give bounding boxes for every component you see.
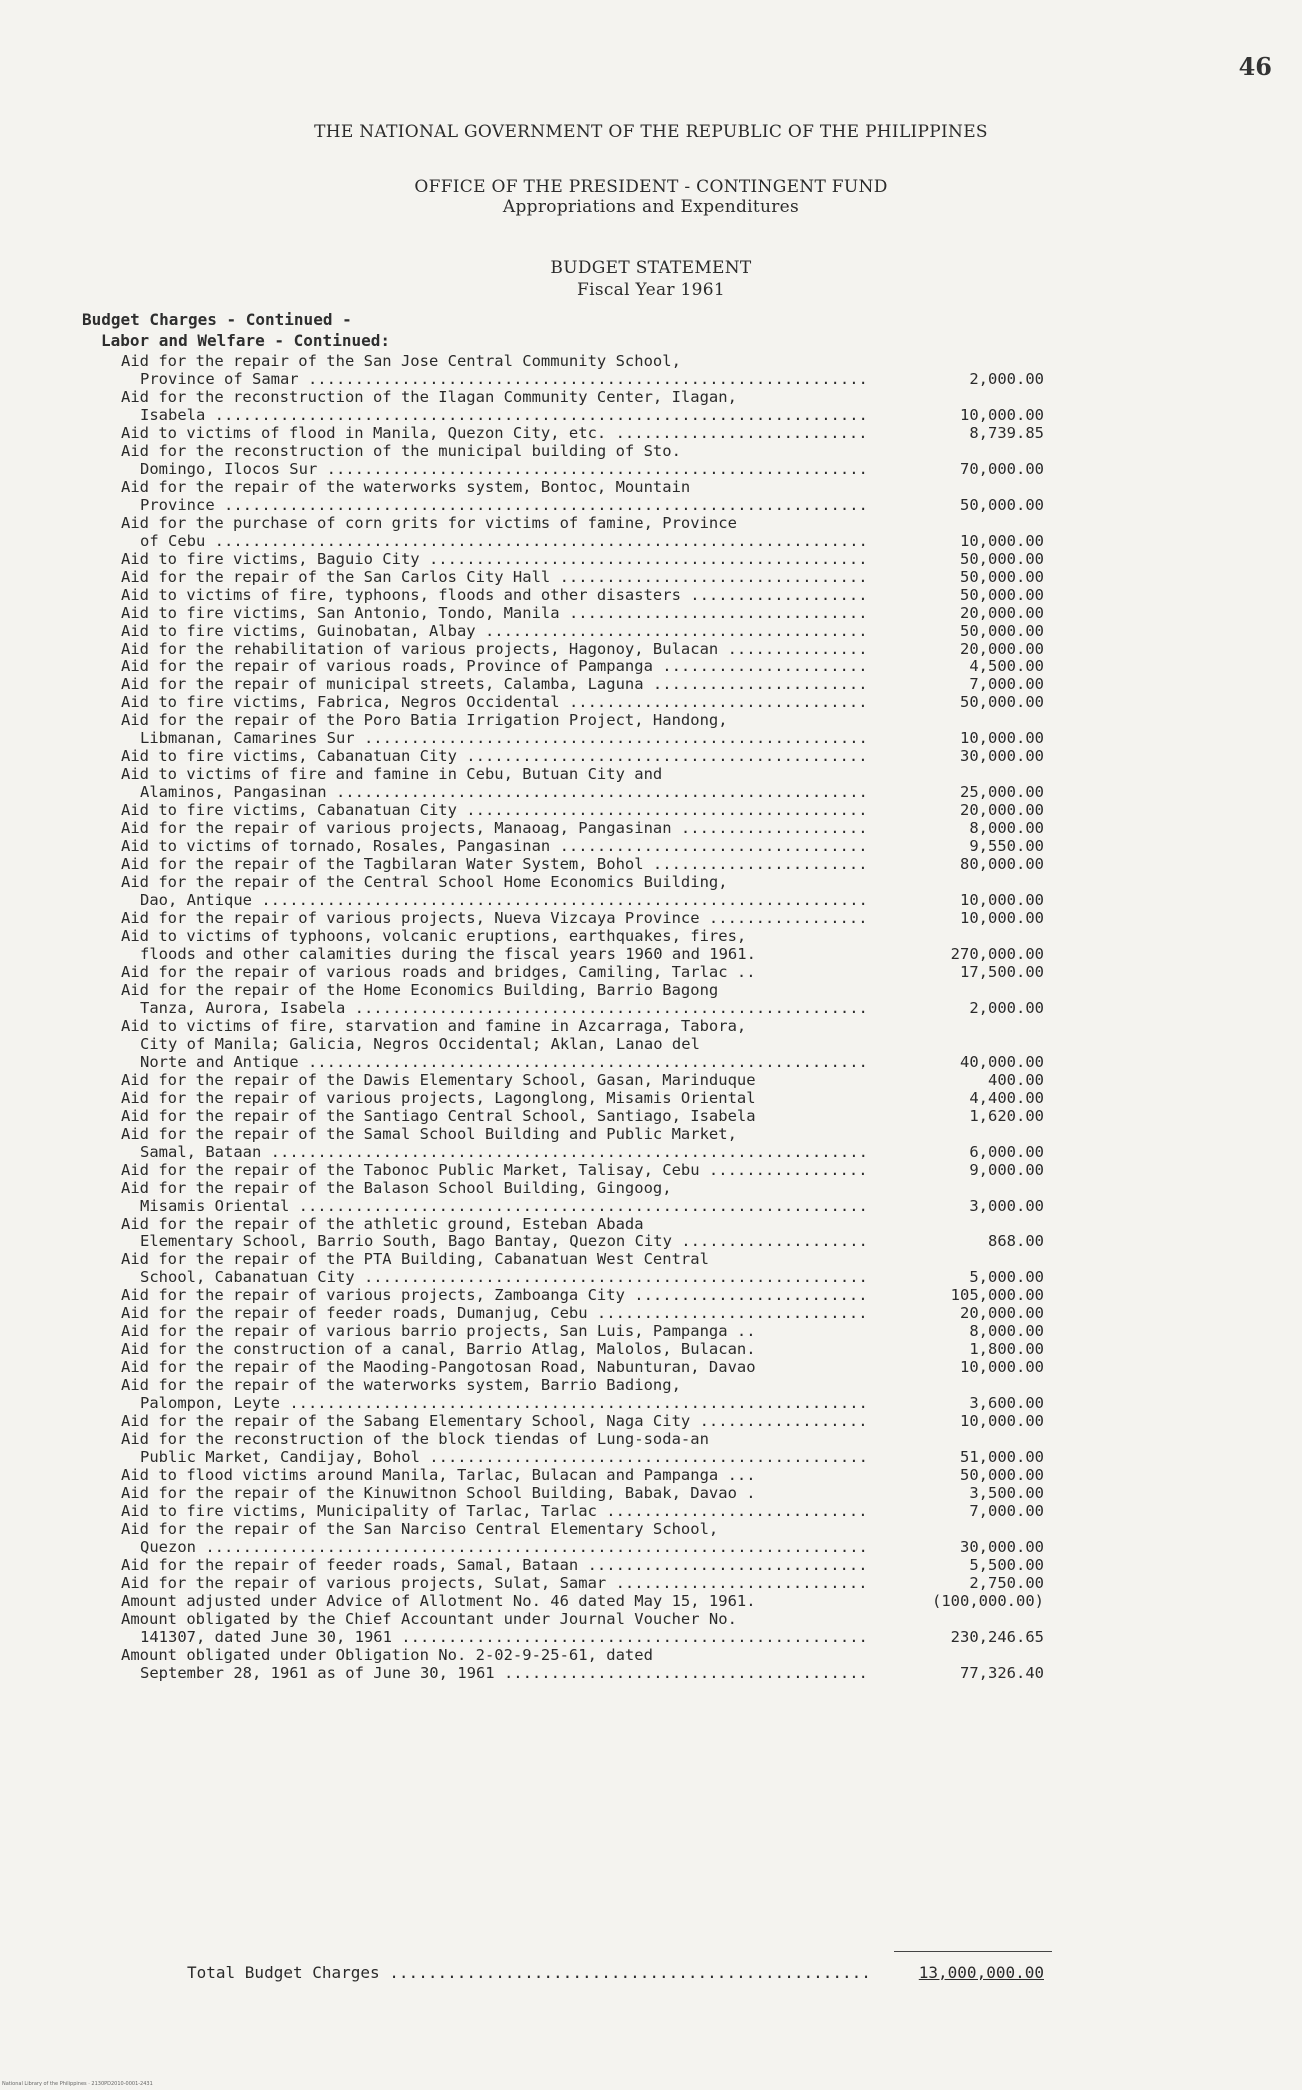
- line-item-row: [0, 747, 1302, 765]
- line-item-description: Aid to fire victims, Baguio City .....: [121, 550, 871, 568]
- line-item-row: [0, 388, 1302, 406]
- line-item-row: [0, 1161, 1302, 1179]
- line-item-amount: 4,500.00: [969, 657, 1044, 676]
- line-item-amount: 10,000.00: [960, 909, 1044, 928]
- line-item-description: City of Manila; Galicia, Negros Occidental; Aklan, Lanao del: [140, 1034, 700, 1053]
- line-item-row: [0, 1574, 1302, 1592]
- line-item-description: Amount obligated by the Chief Accountant under Journal Voucher No.: [121, 1609, 737, 1628]
- line-item-row: [0, 927, 1302, 945]
- line-item-row: [0, 604, 1302, 622]
- line-item-description: Aid for the construction of a canal, Barrio Atlag, Malolos, Bulacan.: [121, 1340, 756, 1359]
- line-item-description: Aid for the repair of the Dawis Elementary School, Gasan, Marinduque: [121, 1070, 756, 1089]
- line-item-description: Isabela .....: [140, 406, 871, 424]
- line-item-description: floods and other calamities during the fiscal years 1960 and 1961.: [140, 944, 756, 963]
- line-item-row: [0, 406, 1302, 424]
- line-item-amount: 20,000.00: [960, 801, 1044, 820]
- line-item-amount: 5,500.00: [969, 1555, 1044, 1574]
- line-item-description: Aid to victims of fire and famine in Cebu, Butuan City and: [121, 765, 663, 784]
- line-item-row: [0, 693, 1302, 711]
- line-item-description: Aid for the repair of the Home Economics Building, Barrio Bagong: [121, 980, 719, 999]
- line-item-description: Aid to fire victims, Cabanatuan City .....: [121, 801, 871, 819]
- line-item-amount: 50,000.00: [960, 567, 1044, 586]
- line-item-description: Samal, Bataan .....: [140, 1143, 871, 1161]
- line-item-description: Aid for the repair of feeder roads, Samal, Bataan .....: [121, 1556, 871, 1574]
- line-item-amount: 2,750.00: [969, 1573, 1044, 1592]
- line-item-row: [0, 711, 1302, 729]
- line-item-amount: 10,000.00: [960, 891, 1044, 910]
- line-item-amount: 10,000.00: [960, 1358, 1044, 1377]
- line-item-amount: 7,000.00: [969, 675, 1044, 694]
- line-item-row: [0, 1107, 1302, 1125]
- line-item-amount: 50,000.00: [960, 693, 1044, 712]
- line-item-row: [0, 1430, 1302, 1448]
- line-item-row: [0, 1448, 1302, 1466]
- line-item-description: Aid for the repair of the PTA Building, Cabanatuan West Central: [121, 1250, 709, 1269]
- line-item-description: Domingo, Ilocos Sur .....: [140, 460, 871, 478]
- line-item-row: [0, 532, 1302, 550]
- line-item-row: [0, 1035, 1302, 1053]
- line-item-amount: 50,000.00: [960, 549, 1044, 568]
- line-item-description: 141307, dated June 30, 1961 .....: [140, 1628, 871, 1646]
- line-item-row: [0, 1286, 1302, 1304]
- line-item-amount: 3,500.00: [969, 1484, 1044, 1503]
- line-item-row: [0, 801, 1302, 819]
- line-item-description: Libmanan, Camarines Sur .....: [140, 729, 871, 747]
- line-item-amount: 400.00: [988, 1070, 1044, 1089]
- line-item-row: [0, 424, 1302, 442]
- line-item-row: [0, 1017, 1302, 1035]
- line-item-description: of Cebu .....: [140, 532, 871, 550]
- line-item-description: Aid for the repair of various projects, Manaoag, Pangasinan .....: [121, 819, 871, 837]
- line-item-row: [0, 1610, 1302, 1628]
- line-item-row: [0, 1143, 1302, 1161]
- line-item-row: [0, 1520, 1302, 1538]
- line-item-description: School, Cabanatuan City .....: [140, 1268, 871, 1286]
- line-item-description: Aid to fire victims, Municipality of Tarlac, Tarlac .....: [121, 1502, 871, 1520]
- line-item-row: [0, 568, 1302, 586]
- line-item-amount: 77,326.40: [960, 1663, 1044, 1682]
- line-item-row: [0, 1197, 1302, 1215]
- line-item-amount: 70,000.00: [960, 459, 1044, 478]
- line-item-row: [0, 765, 1302, 783]
- line-item-description: Amount obligated under Obligation No. 2-02-9-25-61, dated: [121, 1645, 653, 1664]
- line-item-row: [0, 837, 1302, 855]
- line-item-description: Province of Samar .....: [140, 370, 871, 388]
- line-item-description: Palompon, Leyte .....: [140, 1394, 871, 1412]
- line-item-row: [0, 1628, 1302, 1646]
- line-item-row: [0, 1071, 1302, 1089]
- line-item-description: Aid for the repair of various barrio projects, San Luis, Pampanga ..: [121, 1322, 756, 1341]
- line-item-description: Aid for the rehabilitation of various projects, Hagonoy, Bulacan .....: [121, 640, 871, 658]
- line-item-amount: 8,739.85: [969, 423, 1044, 442]
- archive-footer-note: National Library of the Philippines · 2130PD2010-0001-2431: [2, 2081, 153, 2087]
- line-item-amount: 8,000.00: [969, 1322, 1044, 1341]
- line-item-description: Aid to fire victims, Cabanatuan City .....: [121, 747, 871, 765]
- line-item-description: Aid for the repair of various projects, Sulat, Samar .....: [121, 1574, 871, 1592]
- line-item-row: [0, 370, 1302, 388]
- header-government: THE NATIONAL GOVERNMENT OF THE REPUBLIC OF THE PHILIPPINES: [314, 122, 988, 142]
- line-item-description: Aid for the reconstruction of the Ilagan Community Center, Ilagan,: [121, 387, 737, 406]
- line-item-row: [0, 496, 1302, 514]
- line-item-row: [0, 1250, 1302, 1268]
- line-item-row: [0, 1322, 1302, 1340]
- section-budget-charges: Budget Charges - Continued -: [82, 310, 352, 329]
- line-item-row: [0, 514, 1302, 532]
- line-item-row: [0, 783, 1302, 801]
- header-office: OFFICE OF THE PRESIDENT - CONTINGENT FUND: [414, 177, 888, 197]
- line-item-description: Aid for the repair of the athletic ground, Esteban Abada: [121, 1214, 644, 1233]
- line-item-amount: 10,000.00: [960, 1412, 1044, 1431]
- line-item-description: Aid to victims of flood in Manila, Quezon City, etc. .....: [121, 424, 871, 442]
- line-item-description: Aid for the repair of municipal streets, Calamba, Laguna .....: [121, 675, 871, 693]
- line-item-row: [0, 1358, 1302, 1376]
- line-item-description: Quezon .....: [140, 1538, 871, 1556]
- line-item-row: [0, 1215, 1302, 1233]
- line-item-amount: 9,000.00: [969, 1160, 1044, 1179]
- line-item-row: [0, 1484, 1302, 1502]
- line-item-row: [0, 1179, 1302, 1197]
- line-item-description: Aid for the repair of the Maoding-Pangotosan Road, Nabunturan, Davao: [121, 1358, 756, 1377]
- section-labor-welfare: Labor and Welfare - Continued:: [101, 331, 390, 350]
- line-item-amount: 7,000.00: [969, 1502, 1044, 1520]
- line-item-row: [0, 442, 1302, 460]
- total-row: [0, 1962, 1302, 1984]
- line-item-row: [0, 1646, 1302, 1664]
- line-item-description: Aid to fire victims, Fabrica, Negros Occidental .....: [121, 693, 871, 711]
- line-item-description: Aid for the repair of the Tabonoc Public Market, Talisay, Cebu .....: [121, 1161, 871, 1179]
- line-item-row: [0, 855, 1302, 873]
- line-item-description: Aid to victims of typhoons, volcanic eruptions, earthquakes, fires,: [121, 927, 747, 945]
- line-item-description: Aid for the repair of various projects, Zamboanga City .....: [121, 1286, 871, 1304]
- line-item-description: September 28, 1961 as of June 30, 1961 .....: [140, 1664, 871, 1682]
- line-item-description: Aid for the repair of the waterworks system, Bontoc, Mountain: [121, 477, 691, 496]
- line-item-row: [0, 1376, 1302, 1394]
- line-item-description: Aid for the repair of the Samal School Building and Public Market,: [121, 1124, 737, 1143]
- header-appropriations: Appropriations and Expenditures: [502, 197, 800, 217]
- line-item-row: [0, 622, 1302, 640]
- line-item-row: [0, 1502, 1302, 1520]
- line-item-row: [0, 1268, 1302, 1286]
- line-item-row: [0, 1053, 1302, 1071]
- line-item-description: Alaminos, Pangasinan .....: [140, 783, 871, 801]
- line-item-description: Aid to fire victims, Guinobatan, Albay .....: [121, 622, 871, 640]
- line-item-row: [0, 1412, 1302, 1430]
- header-budget-statement: BUDGET STATEMENT: [550, 258, 752, 278]
- line-item-row: [0, 963, 1302, 981]
- line-item-description: Aid for the repair of the Tagbilaran Water System, Bohol .....: [121, 855, 871, 873]
- budget-line-items: [0, 352, 1302, 1682]
- line-item-description: Aid for the repair of the Santiago Central School, Santiago, Isabela: [121, 1106, 756, 1125]
- line-item-amount: 50,000.00: [960, 1466, 1044, 1485]
- line-item-row: [0, 1394, 1302, 1412]
- line-item-row: [0, 1089, 1302, 1107]
- line-item-description: Aid for the repair of the San Narciso Central Elementary School,: [121, 1519, 719, 1538]
- line-item-row: [0, 891, 1302, 909]
- line-item-amount: 9,550.00: [969, 837, 1044, 856]
- line-item-description: Dao, Antique .....: [140, 891, 871, 909]
- line-item-row: [0, 1125, 1302, 1143]
- line-item-amount: 20,000.00: [960, 639, 1044, 658]
- line-item-description: Aid to victims of fire, starvation and famine in Azcarraga, Tabora,: [121, 1016, 747, 1035]
- header-fiscal-year: Fiscal Year 1961: [577, 280, 725, 300]
- line-item-amount: 80,000.00: [960, 855, 1044, 874]
- line-item-amount: 3,000.00: [969, 1196, 1044, 1215]
- subtotal-rule: [894, 1951, 1052, 1952]
- line-item-row: [0, 1556, 1302, 1574]
- line-item-row: [0, 945, 1302, 963]
- line-item-amount: 17,500.00: [960, 962, 1044, 981]
- line-item-description: Aid for the reconstruction of the block tiendas of Lung-soda-an: [121, 1430, 709, 1449]
- line-item-description: Aid for the repair of the Balason School Building, Gingoog,: [121, 1178, 672, 1197]
- line-item-amount: 105,000.00: [950, 1286, 1044, 1305]
- line-item-description: Aid to victims of fire, typhoons, floods and other disasters .....: [121, 586, 871, 604]
- line-item-row: [0, 352, 1302, 370]
- line-item-amount: 40,000.00: [960, 1052, 1044, 1071]
- line-item-row: [0, 460, 1302, 478]
- line-item-description: Aid for the repair of various roads, Province of Pampanga .....: [121, 657, 871, 675]
- line-item-row: [0, 909, 1302, 927]
- line-item-description: Amount adjusted under Advice of Allotment No. 46 dated May 15, 1961.: [121, 1591, 756, 1610]
- line-item-amount: 5,000.00: [969, 1268, 1044, 1287]
- line-item-row: [0, 873, 1302, 891]
- line-item-amount: 8,000.00: [969, 819, 1044, 838]
- page-number: 46: [1238, 52, 1272, 81]
- line-item-amount: 51,000.00: [960, 1448, 1044, 1467]
- line-item-row: [0, 478, 1302, 496]
- line-item-row: [0, 657, 1302, 675]
- line-item-amount: 10,000.00: [960, 405, 1044, 424]
- line-item-amount: 1,800.00: [969, 1340, 1044, 1359]
- line-item-amount: 20,000.00: [960, 603, 1044, 622]
- line-item-description: Tanza, Aurora, Isabela .....: [140, 999, 871, 1017]
- line-item-description: Aid for the repair of various projects, Nueva Vizcaya Province .....: [121, 909, 871, 927]
- total-amount: 13,000,000.00: [918, 1963, 1044, 1982]
- line-item-row: [0, 1340, 1302, 1358]
- line-item-amount: 3,600.00: [969, 1394, 1044, 1413]
- line-item-row: [0, 586, 1302, 604]
- line-item-row: [0, 981, 1302, 999]
- line-item-amount: 270,000.00: [950, 944, 1044, 963]
- line-item-description: Aid for the repair of the San Carlos City Hall .....: [121, 568, 871, 586]
- line-item-amount: 50,000.00: [960, 621, 1044, 640]
- line-item-amount: 30,000.00: [960, 747, 1044, 766]
- line-item-row: [0, 1466, 1302, 1484]
- line-item-description: Elementary School, Barrio South, Bago Bantay, Quezon City .....: [140, 1232, 871, 1250]
- line-item-amount: 30,000.00: [960, 1537, 1044, 1556]
- line-item-description: Norte and Antique .....: [140, 1053, 871, 1071]
- line-item-row: [0, 550, 1302, 568]
- line-item-description: Aid to victims of tornado, Rosales, Pangasinan .....: [121, 837, 871, 855]
- line-item-description: Aid for the repair of various roads and bridges, Camiling, Tarlac ..: [121, 962, 756, 981]
- line-item-row: [0, 675, 1302, 693]
- line-item-amount: 10,000.00: [960, 729, 1044, 748]
- line-item-amount: 4,400.00: [969, 1088, 1044, 1107]
- line-item-row: [0, 1664, 1302, 1682]
- line-item-description: Aid to fire victims, San Antonio, Tondo, Manila .....: [121, 604, 871, 622]
- line-item-description: Aid for the repair of the waterworks system, Barrio Badiong,: [121, 1376, 681, 1395]
- line-item-description: Public Market, Candijay, Bohol .....: [140, 1448, 871, 1466]
- line-item-amount: 2,000.00: [969, 369, 1044, 388]
- line-item-row: [0, 640, 1302, 658]
- line-item-description: Aid for the repair of the Sabang Elementary School, Naga City .....: [121, 1412, 871, 1430]
- line-item-row: [0, 999, 1302, 1017]
- line-item-row: [0, 1304, 1302, 1322]
- line-item-description: Aid for the repair of the San Jose Central Community School,: [121, 352, 681, 370]
- line-item-amount: 2,000.00: [969, 998, 1044, 1017]
- line-item-description: Aid for the repair of the Poro Batia Irrigation Project, Handong,: [121, 711, 728, 730]
- line-item-amount: (100,000.00): [932, 1591, 1044, 1610]
- line-item-amount: 868.00: [988, 1232, 1044, 1251]
- line-item-description: Aid for the repair of the Kinuwitnon School Building, Babak, Davao .: [121, 1484, 756, 1503]
- line-item-row: [0, 729, 1302, 747]
- line-item-amount: 1,620.00: [969, 1106, 1044, 1125]
- line-item-row: [0, 1592, 1302, 1610]
- line-item-amount: 50,000.00: [960, 495, 1044, 514]
- line-item-amount: 6,000.00: [969, 1142, 1044, 1161]
- line-item-row: [0, 1538, 1302, 1556]
- line-item-description: Aid for the repair of various projects, Lagonglong, Misamis Oriental: [121, 1088, 756, 1107]
- line-item-amount: 230,246.65: [950, 1627, 1044, 1646]
- line-item-amount: 50,000.00: [960, 585, 1044, 604]
- line-item-description: Aid to flood victims around Manila, Tarlac, Bulacan and Pampanga ...: [121, 1466, 756, 1485]
- line-item-amount: 25,000.00: [960, 783, 1044, 802]
- line-item-description: Aid for the repair of feeder roads, Dumanjug, Cebu .....: [121, 1304, 871, 1322]
- line-item-amount: 10,000.00: [960, 531, 1044, 550]
- line-item-row: [0, 819, 1302, 837]
- line-item-row: [0, 1232, 1302, 1250]
- line-item-description: Province .....: [140, 496, 871, 514]
- line-item-description: Aid for the repair of the Central School Home Economics Building,: [121, 873, 728, 892]
- line-item-amount: 20,000.00: [960, 1304, 1044, 1323]
- line-item-description: Aid for the reconstruction of the municipal building of Sto.: [121, 441, 681, 460]
- line-item-description: Misamis Oriental .....: [140, 1197, 871, 1215]
- total-label: Total Budget Charges .....: [187, 1962, 871, 1984]
- line-item-description: Aid for the purchase of corn grits for victims of famine, Province: [121, 513, 737, 532]
